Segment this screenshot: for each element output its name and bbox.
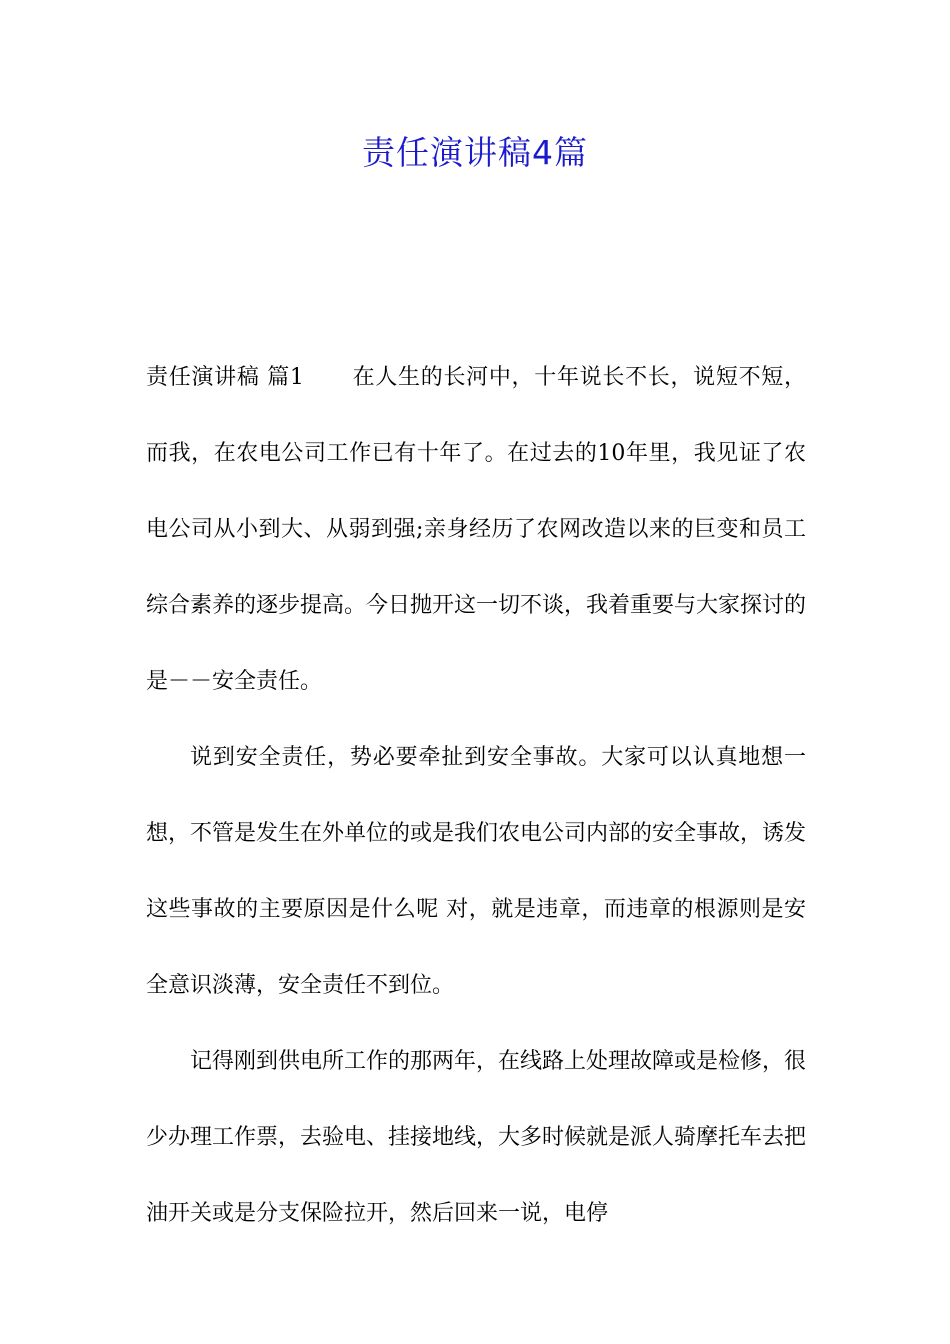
- paragraph-2: 说到安全责任，势必要牵扯到安全事故。大家可以认真地想一想，不管是发生在外单位的或是我们农电公司内部的安全事故，诱发这些事故的主要原因是什么呢 对，就是违章，而违章的根源则是安全意识淡薄，安全责任不到位。: [146, 745, 807, 998]
- paragraph-1-text: 在人生的长河中，十年说长不长，说短不短，而我，在农电公司工作已有十年了。在过去的10年里，我见证了农电公司从小到大、从弱到强;亲身经历了农网改造以来的巨变和员工综合素养的逐步提高。今日抛开这一切不谈，我着重要与大家探讨的是－－安全责任。: [146, 365, 807, 694]
- document-title: 责任演讲稿4篇: [362, 133, 588, 172]
- section-heading: 责任演讲稿 篇1: [146, 365, 304, 390]
- document-body: [146, 340, 806, 1252]
- paragraph-3: 记得刚到供电所工作的那两年，在线路上处理故障或是检修，很少办理工作票，去验电、挂接地线，大多时候就是派人骑摩托车去把油开关或是分支保险拉开，然后回来一说，电停: [146, 1049, 807, 1226]
- paragraph-1: [146, 340, 806, 720]
